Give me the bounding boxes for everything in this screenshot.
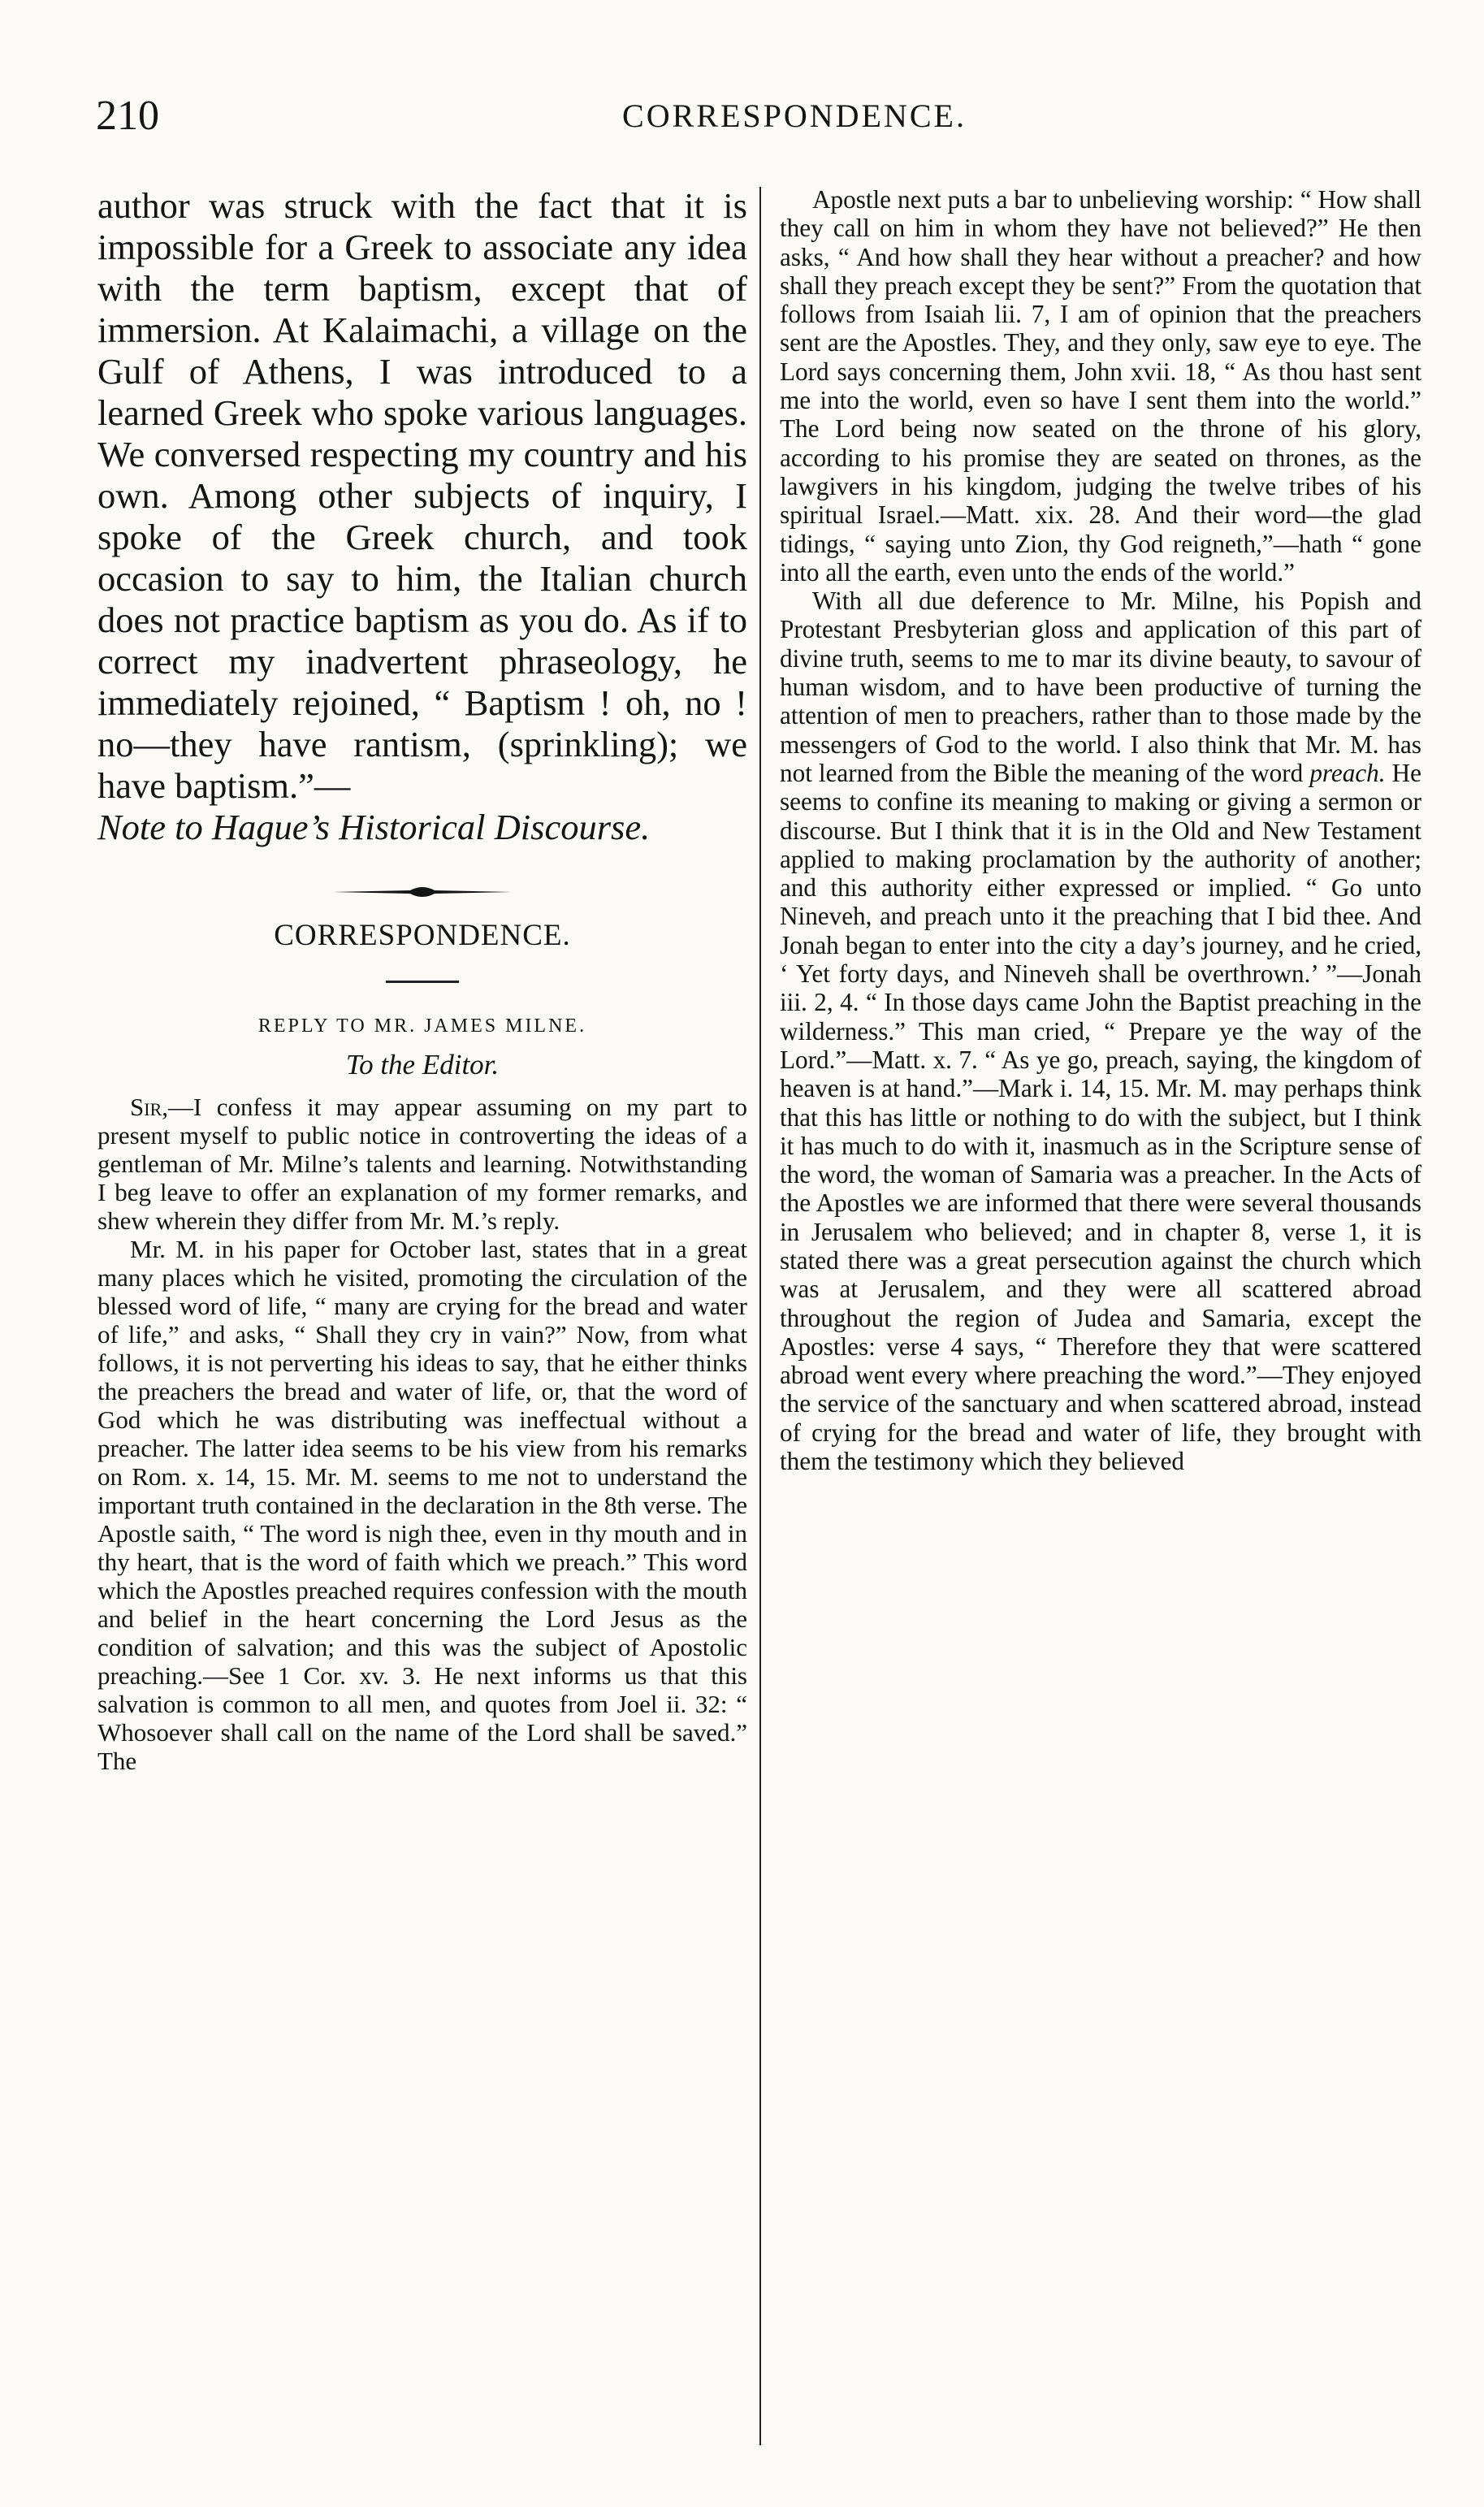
salutation-lead: Sir, xyxy=(130,1093,168,1121)
column-rule xyxy=(759,187,761,2445)
page-header xyxy=(96,88,1387,145)
right-column xyxy=(780,185,1421,1475)
running-head: CORRESPONDENCE. xyxy=(622,97,967,134)
emphasis-preach: preach. xyxy=(1309,758,1386,787)
footnote-citation: Note to Hague’s Historical Discourse. xyxy=(97,807,651,847)
section-title: CORRESPONDENCE. xyxy=(274,919,571,952)
section-rule xyxy=(386,981,459,983)
left-paragraph-1 xyxy=(97,1093,747,1235)
left-paragraph-2: Mr. M. in his paper for October last, states that in a great many places which he visited, promoting the circulation of the blessed word of life, “ many are crying for the bread and water of life,” and asks, “ Shall they cry in vain?” Now, from what follows, it is not perverting his ideas to say, that he either thinks the preachers the bread and water of life, or, that the word of God which he was distributing was ineffectual without a preacher. The latter idea seems to be his view from his remarks on Rom. x. 14, 15. Mr. M. seems to me not to understand the important truth contained in the declaration in the 8th verse. The Apostle saith, “ The word is nigh thee, even in thy mouth and in thy heart, that is the word of faith which we preach.” This word which the Apostles preached requires confession with the mouth and belief in the heart concerning the Lord Jesus as the condition of salvation; and this was the subject of Apostolic preaching.—See 1 Cor. xv. 3. He next informs us that this salvation is common to all men, and quotes from Joel ii. 32: “ Whosoever shall call on the name of the Lord shall be saved.” The xyxy=(97,1235,747,1775)
right-paragraph-2-text-a: With all due deference to Mr. Milne, his Popish and Protestant Presbyterian gloss and application of this part of divine truth, seems to me to mar its divine beauty, to savour of human wisdom, and to have been productive of turning the attention of men to preachers, rather than to those made by the messengers of God to the world. I also think that Mr. M. has not learned from the Bible the meaning of the word xyxy=(780,587,1421,787)
salutation: To the Editor. xyxy=(345,1049,500,1080)
footnote-text: author was struck with the fact that it is impossible for a Greek to associate any idea with the term baptism, except that of immersion. At Kalaimachi, a village on the Gulf of Athens, I was introduced to a learned Greek who spoke various languages. We conversed respecting my country and his own. Among other subjects of inquiry, I spoke of the Greek church, and took occasion to say to him, the Italian church does not practice baptism as you do. As if to correct my inadvertent phraseology, he immediately rejoined, “ Baptism ! oh, no ! no—they have rantism, (sprinkling); we have baptism.”— xyxy=(97,185,747,806)
left-column xyxy=(97,185,747,1775)
right-paragraph-2 xyxy=(780,587,1421,1475)
left-paragraph-1-text: —I confess it may appear assuming on my part to present myself to public notice in controverting the ideas of a gentleman of Mr. Milne’s talents and learning. Notwithstanding I beg leave to offer an explanation of my former remarks, and shew wherein they differ from Mr. M.’s reply. xyxy=(97,1093,747,1235)
ornament-divider xyxy=(333,884,512,900)
right-paragraph-2-text-b: He seems to confine its meaning to making or giving a sermon or discourse. But I think that it is in the Old and New Testament applied to making proclamation by the authority of another; and this authority either expressed or implied. “ Go unto Nineveh, and preach unto it the preaching that I bid thee. And Jonah began to enter into the city a day’s journey, and he cried, ‘ Yet forty days, and Nineveh shall be overthrown.’ ”—Jonah iii. 2, 4. “ In those days came John the Baptist preaching in the wilderness.” This man cried, “ Prepare ye the way of the Lord.”—Matt. x. 7. “ As ye go, preach, saying, the kingdom of heaven is at hand.”—Mark i. 14, 15. Mr. M. may perhaps think that this has little or nothing to do with the subject, but I think it has much to do with it, inasmuch as in the Scripture sense of the word, the woman of Samaria was a preacher. In the Acts of the Apostles we are informed that there were several thousands in Jerusalem who believed; and in chapter 8, verse 1, it is stated there was a great persecution against the church which was at Jerusalem, and they were all scattered abroad throughout the region of Judea and Samaria, except the Apostles: verse 4 says, “ Therefore they that were scattered abroad went every where preaching the word.”—They enjoyed the service of the sanctuary and when scattered abroad, instead of crying for the bread and water of life, they brought with them the testimony which they believed xyxy=(780,758,1422,1476)
page-number: 210 xyxy=(96,93,159,139)
right-paragraph-1: Apostle next puts a bar to unbelieving worship: “ How shall they call on him in whom they have not believed?” He then asks, “ And how shall they hear without a preacher? and how shall they preach except they be sent?” From the quotation that follows from Isaiah lii. 7, I am of opinion that the preachers sent are the Apostles. They, and they only, saw eye to eye. The Lord says concerning them, John xvii. 18, “ As thou hast sent me into the world, even so have I sent them into the world.” The Lord being now seated on the throne of his glory, according to his promise they are seated on thrones, as the lawgivers in his kingdom, judging the twelve tribes of his spiritual Israel.—Matt. xix. 28. And their word—the glad tidings, “ saying unto Zion, thy God reigneth,”—hath “ gone into all the earth, even unto the ends of the world.” xyxy=(780,185,1421,587)
footnote xyxy=(97,185,747,848)
article-title: REPLY TO MR. JAMES MILNE. xyxy=(257,1015,587,1037)
